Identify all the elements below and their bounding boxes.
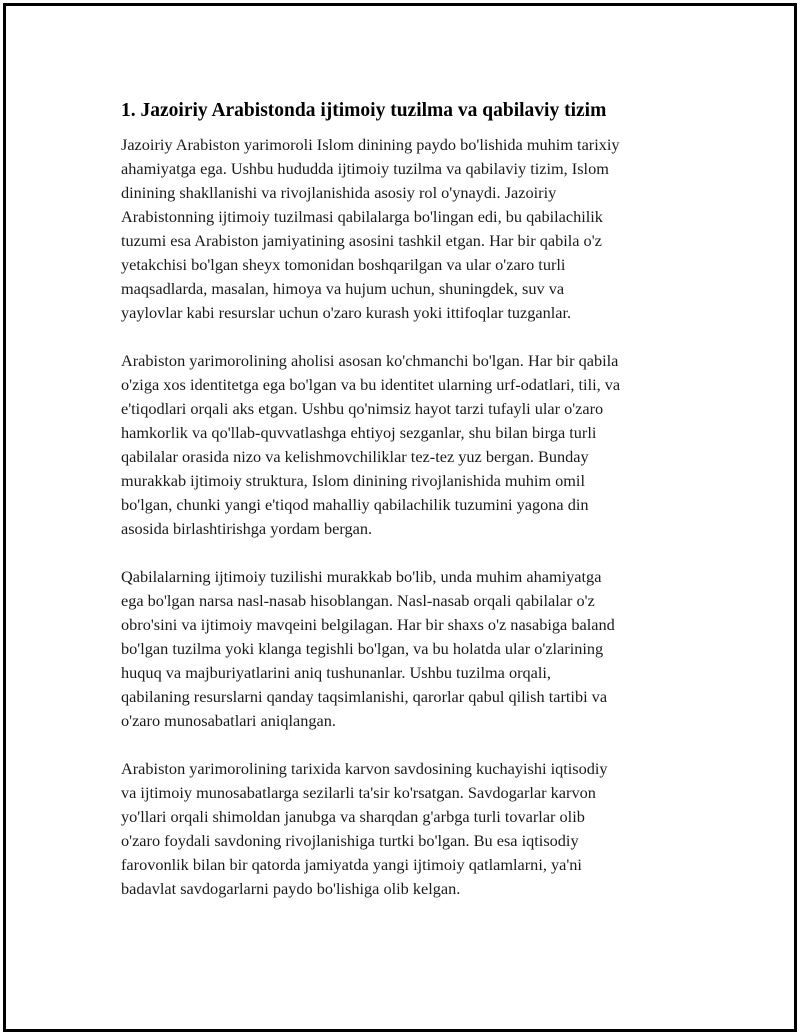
section-heading: 1. Jazoiriy Arabistonda ijtimoiy tuzilma va qabilaviy tizim bbox=[121, 100, 607, 121]
page-frame bbox=[3, 3, 797, 1032]
paragraph-3: Qabilalarning ijtimoiy tuzilishi murakkab bo'lib, unda muhim ahamiyatga ega bo'lgan narsa nasl-nasab hisoblangan. Nasl-nasab orqali qabilalar o'z obro'sini va ijtimoiy mavqeini belgilagan. Har bir shaxs o'z nasabiga baland bo'lgan tuzilma yoki klanga tegishli bo'lgan, va bu holatda ular o'zlarining huquq va majburiyatlarini aniq tushunanlar. Ushbu tuzilma orqali, qabilaning resurslarni qanday taqsimlanishi, qarorlar qabul qilish tartibi va o'zaro munosabatlari aniqlangan. bbox=[121, 567, 615, 730]
paragraph-1: Jazoiriy Arabiston yarimoroli Islom dinining paydo bo'lishida muhim tarixiy ahamiyatga ega. Ushbu hududda ijtimoiy tuzilma va qabilaviy tizim, Islom dinining shakllanishi va rivojlanishida asosiy rol o'ynaydi. Jazoiriy Arabistonning ijtimoiy tuzilmasi qabilalarga bo'lingan edi, bu qabilachilik tuzumi esa Arabiston jamiyatining asosini tashkil etgan. Har bir qabila o'z yetakchisi bo'lgan sheyx tomonidan boshqarilgan va ular o'zaro turli maqsadlarda, masalan, himoya va hujum uchun, shuningdek, suv va yaylovlar kabi resurslar uchun o'zaro kurash yoki ittifoqlar tuzganlar. bbox=[121, 135, 620, 322]
paragraph-2: Arabiston yarimorolining aholisi asosan ko'chmanchi bo'lgan. Har bir qabila o'ziga xos identitetga ega bo'lgan va bu identitet ularning urf-odatlari, tili, va e'tiqodlari orqali aks etgan. Ushbu qo'nimsiz hayot tarzi tufayli ular o'zaro hamkorlik va qo'llab-quvvatlashga ehtiyoj sezganlar, shu bilan birga turli qabilalar orasida nizo va kelishmovchiliklar tez-tez yuz bergan. Bunday murakkab ijtimoiy struktura, Islom dinining rivojlanishida muhim omil bo'lgan, chunki yangi e'tiqod mahalliy qabilachilik tuzumini yagona din asosida birlashtirishga yordam bergan. bbox=[121, 351, 621, 538]
document-body bbox=[121, 98, 691, 925]
paragraph-4: Arabiston yarimorolining tarixida karvon savdosining kuchayishi iqtisodiy va ijtimoiy munosabatlarga sezilarli ta'sir ko'rsatgan. Savdogarlar karvon yo'llari orqali shimoldan janubga va sharqdan g'arbga turli tovarlar olib o'zaro foydali savdoning rivojlanishiga turtki bo'lgan. Bu esa iqtisodiy farovonlik bilan bir qatorda jamiyatda yangi ijtimoiy qatlamlarni, ya'ni badavlat savdogarlarni paydo bo'lishiga olib kelgan. bbox=[121, 759, 608, 898]
